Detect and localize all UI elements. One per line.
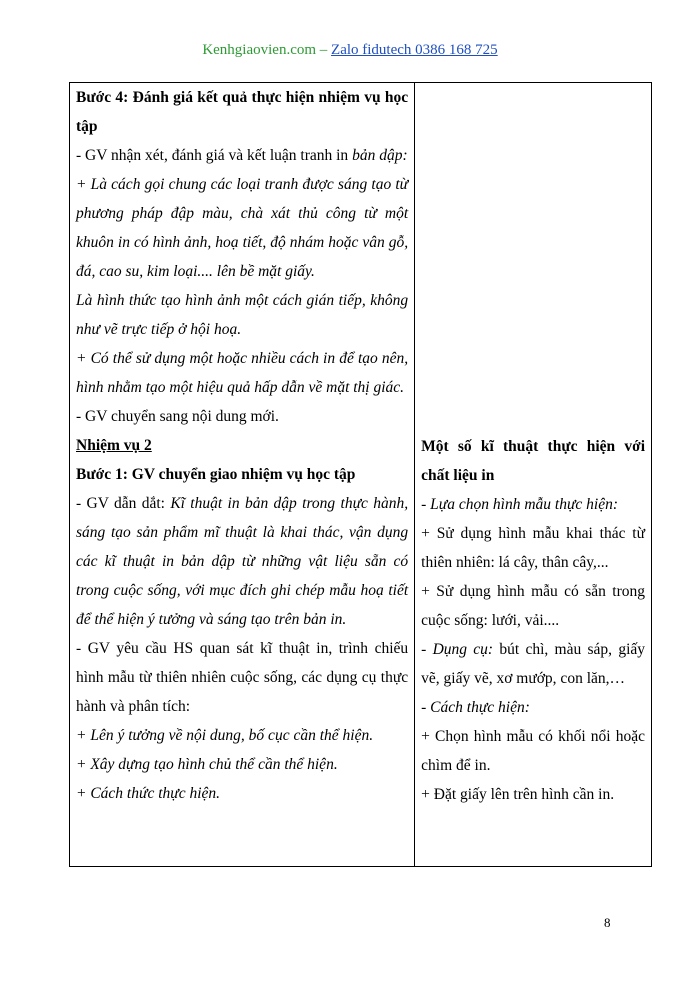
right-title: Một số kĩ thuật thực hiện với chất liệu in — [421, 438, 645, 484]
step1-title: Bước 1: GV chuyển giao nhiệm vụ học tập — [76, 466, 356, 483]
page-header — [0, 42, 700, 59]
header-separator: – — [316, 42, 332, 58]
header-brand[interactable]: Kenhgiaovien.com — [202, 42, 317, 58]
right-paragraph-7: + Đặt giấy lên trên hình cần in. — [421, 786, 615, 803]
lesson-table — [69, 82, 652, 867]
right-p4-italic: - Dụng cụ: — [421, 641, 500, 658]
right-paragraph-5: - Cách thực hiện: — [421, 699, 530, 716]
right-paragraph-1: - Lựa chọn hình mẫu thực hiện: — [421, 496, 618, 513]
step1-paragraph-1 — [76, 489, 408, 634]
step4-paragraph-1 — [76, 141, 408, 170]
step1-p1-italic: Kĩ thuật in bản dập trong thực hành, sáng tạo sản phẩm mĩ thuật là khai thác, vận dụng các kĩ thuật in bản dập từ những vật liệu sẵn có trong cuộc sống, với mục đích ghi chép mẫu hoạ tiết để thể hiện ý tưởng và sáng tạo trên bản in. — [76, 495, 409, 628]
step1-paragraph-4: + Xây dựng tạo hình chủ thể cần thể hiện. — [76, 756, 338, 773]
step1-p1-text: - GV dẫn dắt: — [76, 495, 171, 512]
right-paragraph-4 — [421, 635, 645, 693]
step4-paragraph-2: + Là cách gọi chung các loại tranh được sáng tạo từ phương pháp đập màu, chà xát thủ công từ một khuôn in có hình ảnh, hoạ tiết, độ nhám hoặc vân gỗ, đá, cao su, kim loại.... lên bề mặt giấy. — [76, 176, 409, 280]
step4-paragraph-3: Là hình thức tạo hình ảnh một cách gián tiếp, không như vẽ trực tiếp ở hội hoạ. — [76, 292, 409, 338]
right-p4-text: bút chì, màu sáp, giấy vẽ, giấy vẽ, xơ mướp, con lăn,… — [421, 641, 645, 687]
left-cell — [70, 83, 415, 867]
page-number: 8 — [604, 915, 611, 930]
step1-paragraph-2: - GV yêu cầu HS quan sát kĩ thuật in, trình chiếu hình mẫu từ thiên nhiên cuộc sống, các dụng cụ thực hành và phân tích: — [76, 640, 409, 715]
step4-paragraph-5: - GV chuyển sang nội dung mới. — [76, 408, 279, 425]
right-paragraph-2: + Sử dụng hình mẫu khai thác từ thiên nhiên: lá cây, thân cây,... — [421, 525, 645, 571]
step4-title: Bước 4: Đánh giá kết quả thực hiện nhiệm vụ học tập — [76, 89, 409, 135]
right-paragraph-3: + Sử dụng hình mẫu có sẵn trong cuộc sống: lưới, vải.... — [421, 583, 645, 629]
step4-p1-italic: bản dập: — [352, 147, 408, 164]
step4-paragraph-4: + Có thể sử dụng một hoặc nhiều cách in để tạo nên, hình nhằm tạo một hiệu quả hấp dẫn về mặt thị giác. — [76, 350, 409, 396]
step4-p1-text: - GV nhận xét, đánh giá và kết luận tranh in — [76, 147, 353, 164]
header-contact-link[interactable]: Zalo fidutech 0386 168 725 — [331, 42, 498, 58]
right-cell — [415, 83, 652, 867]
task2-title: Nhiệm vụ 2 — [76, 437, 152, 454]
right-paragraph-6: + Chọn hình mẫu có khối nổi hoặc chìm để in. — [421, 728, 645, 774]
step1-paragraph-3: + Lên ý tưởng về nội dung, bố cục cần thể hiện. — [76, 727, 374, 744]
step1-paragraph-5: + Cách thức thực hiện. — [76, 785, 221, 802]
